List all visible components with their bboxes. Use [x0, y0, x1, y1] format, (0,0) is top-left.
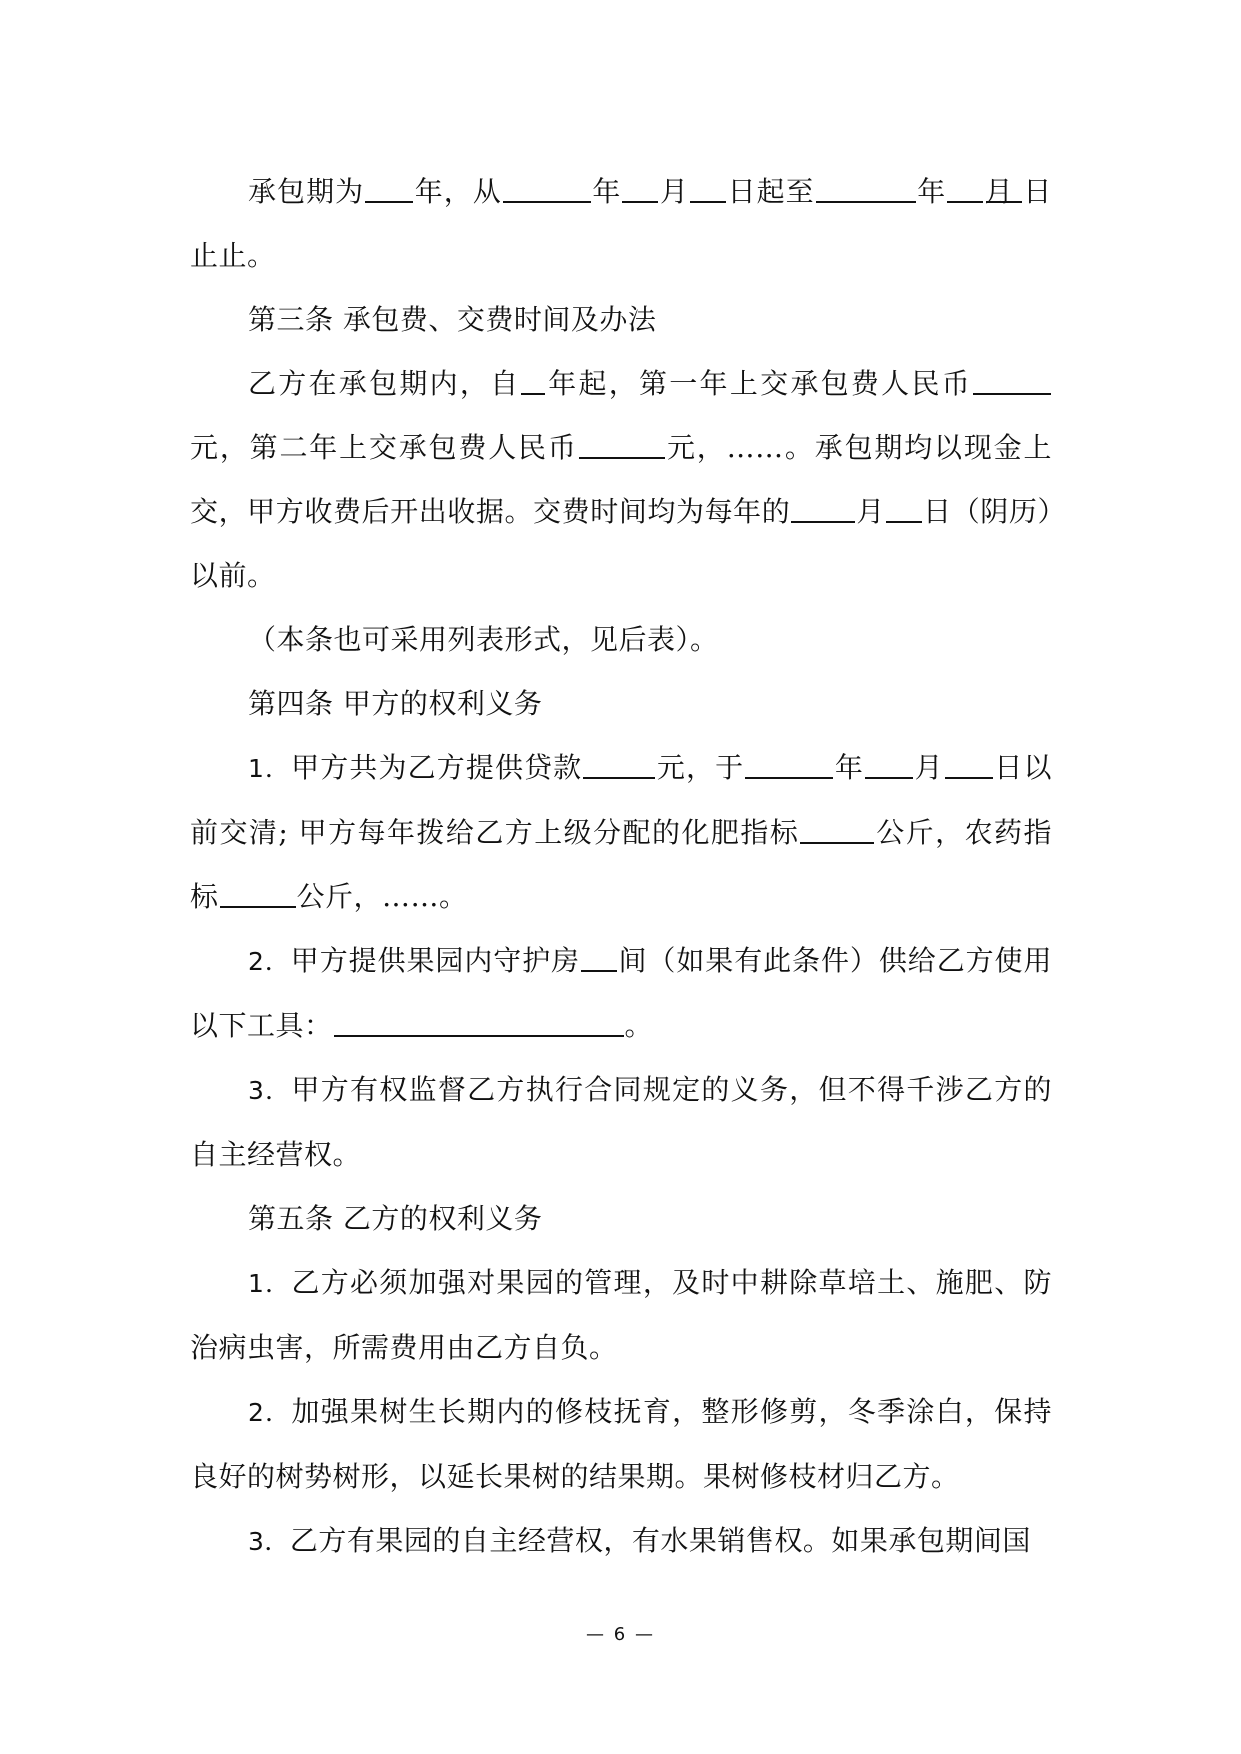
item-number: 1．	[248, 1269, 292, 1298]
text-segment: 年起，第一年上交承包费人民币	[546, 367, 972, 400]
item-number: 2．	[248, 947, 291, 976]
text-segment: 日（阴历）以前。	[190, 495, 1052, 592]
item-number: 2．	[248, 1398, 292, 1427]
paragraph-fee-payment	[190, 352, 1052, 608]
paragraph-contract-term	[190, 160, 1052, 288]
fill-blank	[791, 497, 855, 523]
text-segment: 日以前交清; 甲方每年拨给乙方上级分配的化肥指标	[190, 751, 1052, 849]
fill-blank	[220, 882, 296, 908]
paragraph-party-b-item-2	[190, 1380, 1052, 1509]
paragraph-party-a-item-3	[190, 1058, 1052, 1187]
text-segment: 日止止。	[190, 175, 1052, 272]
text-segment: 年，从	[414, 175, 502, 208]
item-number: 3．	[248, 1076, 292, 1105]
fill-blank	[986, 177, 1022, 203]
contract-body	[190, 160, 1052, 1574]
text-segment: 公斤，……。	[296, 880, 468, 913]
item-number: 3．	[248, 1527, 290, 1556]
text-segment: 月	[984, 175, 1014, 208]
fill-blank	[581, 946, 617, 972]
paragraph-party-b-item-1	[190, 1251, 1052, 1380]
text-segment: 乙方必须加强对果园的管理，及时中耕除草培土、施肥、防治病虫害，所需费用由乙方自负。	[190, 1266, 1052, 1364]
article-3-heading: 第三条 承包费、交费时间及办法	[248, 303, 657, 336]
fill-blank	[583, 753, 655, 779]
fill-blank	[690, 177, 726, 203]
text-segment: 。	[624, 1009, 654, 1042]
text-segment: 年	[591, 175, 622, 208]
fill-blank	[622, 177, 658, 203]
text-segment: 甲方共为乙方提供贷款	[291, 751, 583, 784]
text-segment: 元，于	[656, 751, 745, 784]
item-number: 1．	[248, 754, 292, 783]
text-segment: 元，第二年上交承包费人民币	[190, 431, 578, 464]
text-segment: 公斤，农药指标	[190, 816, 1052, 913]
text-segment: 月	[914, 751, 944, 784]
text-segment: 月	[659, 175, 690, 208]
paragraph-party-a-item-1	[190, 736, 1052, 929]
text-segment: 甲方提供果园内守护房	[290, 944, 581, 977]
fill-blank	[503, 177, 591, 203]
fill-blank	[579, 433, 665, 459]
fill-blank	[947, 177, 983, 203]
text-segment: 月	[856, 495, 886, 528]
fill-blank	[865, 753, 913, 779]
fill-blank	[945, 753, 993, 779]
fill-blank	[816, 177, 916, 203]
paragraph-table-note: （本条也可采用列表形式，见后表）。	[248, 623, 719, 656]
paragraph-party-a-item-2	[190, 929, 1052, 1058]
fill-blank	[800, 818, 874, 844]
text-segment: 乙方有果园的自主经营权，有水果销售权。如果承包期间国	[289, 1524, 1031, 1557]
page-number: — 6 —	[586, 1624, 655, 1645]
article-4-heading: 第四条 甲方的权利义务	[248, 687, 543, 720]
fill-blank	[886, 497, 922, 523]
text-segment: 年	[834, 751, 864, 784]
fill-blank	[973, 369, 1051, 395]
fill-blank	[365, 177, 413, 203]
fill-blank	[521, 369, 545, 395]
text-segment: 日起至	[727, 175, 815, 208]
text-segment: 加强果树生长期内的修枝抚育，整形修剪，冬季涂白，保持良好的树势树形，以延长果树的结果期。果树修枝材归乙方。	[190, 1395, 1052, 1493]
text-segment: 间（如果有此条件）供给乙方使用以下工具：	[190, 944, 1052, 1042]
paragraph-party-b-item-3	[190, 1509, 1052, 1574]
text-segment: 甲方有权监督乙方执行合同规定的义务，但不得千涉乙方的自主经营权。	[190, 1073, 1052, 1171]
article-5-heading: 第五条 乙方的权利义务	[248, 1202, 543, 1235]
fill-blank	[334, 1011, 624, 1037]
text-segment: 年	[916, 175, 947, 208]
fill-blank	[745, 753, 833, 779]
text-segment: 乙方在承包期内，自	[248, 367, 521, 400]
text-segment: 元，……。承包期均以现金上交，甲方收费后开出收据。交费时间均为每年的	[190, 431, 1052, 528]
text-segment: 承包期为	[248, 175, 365, 208]
